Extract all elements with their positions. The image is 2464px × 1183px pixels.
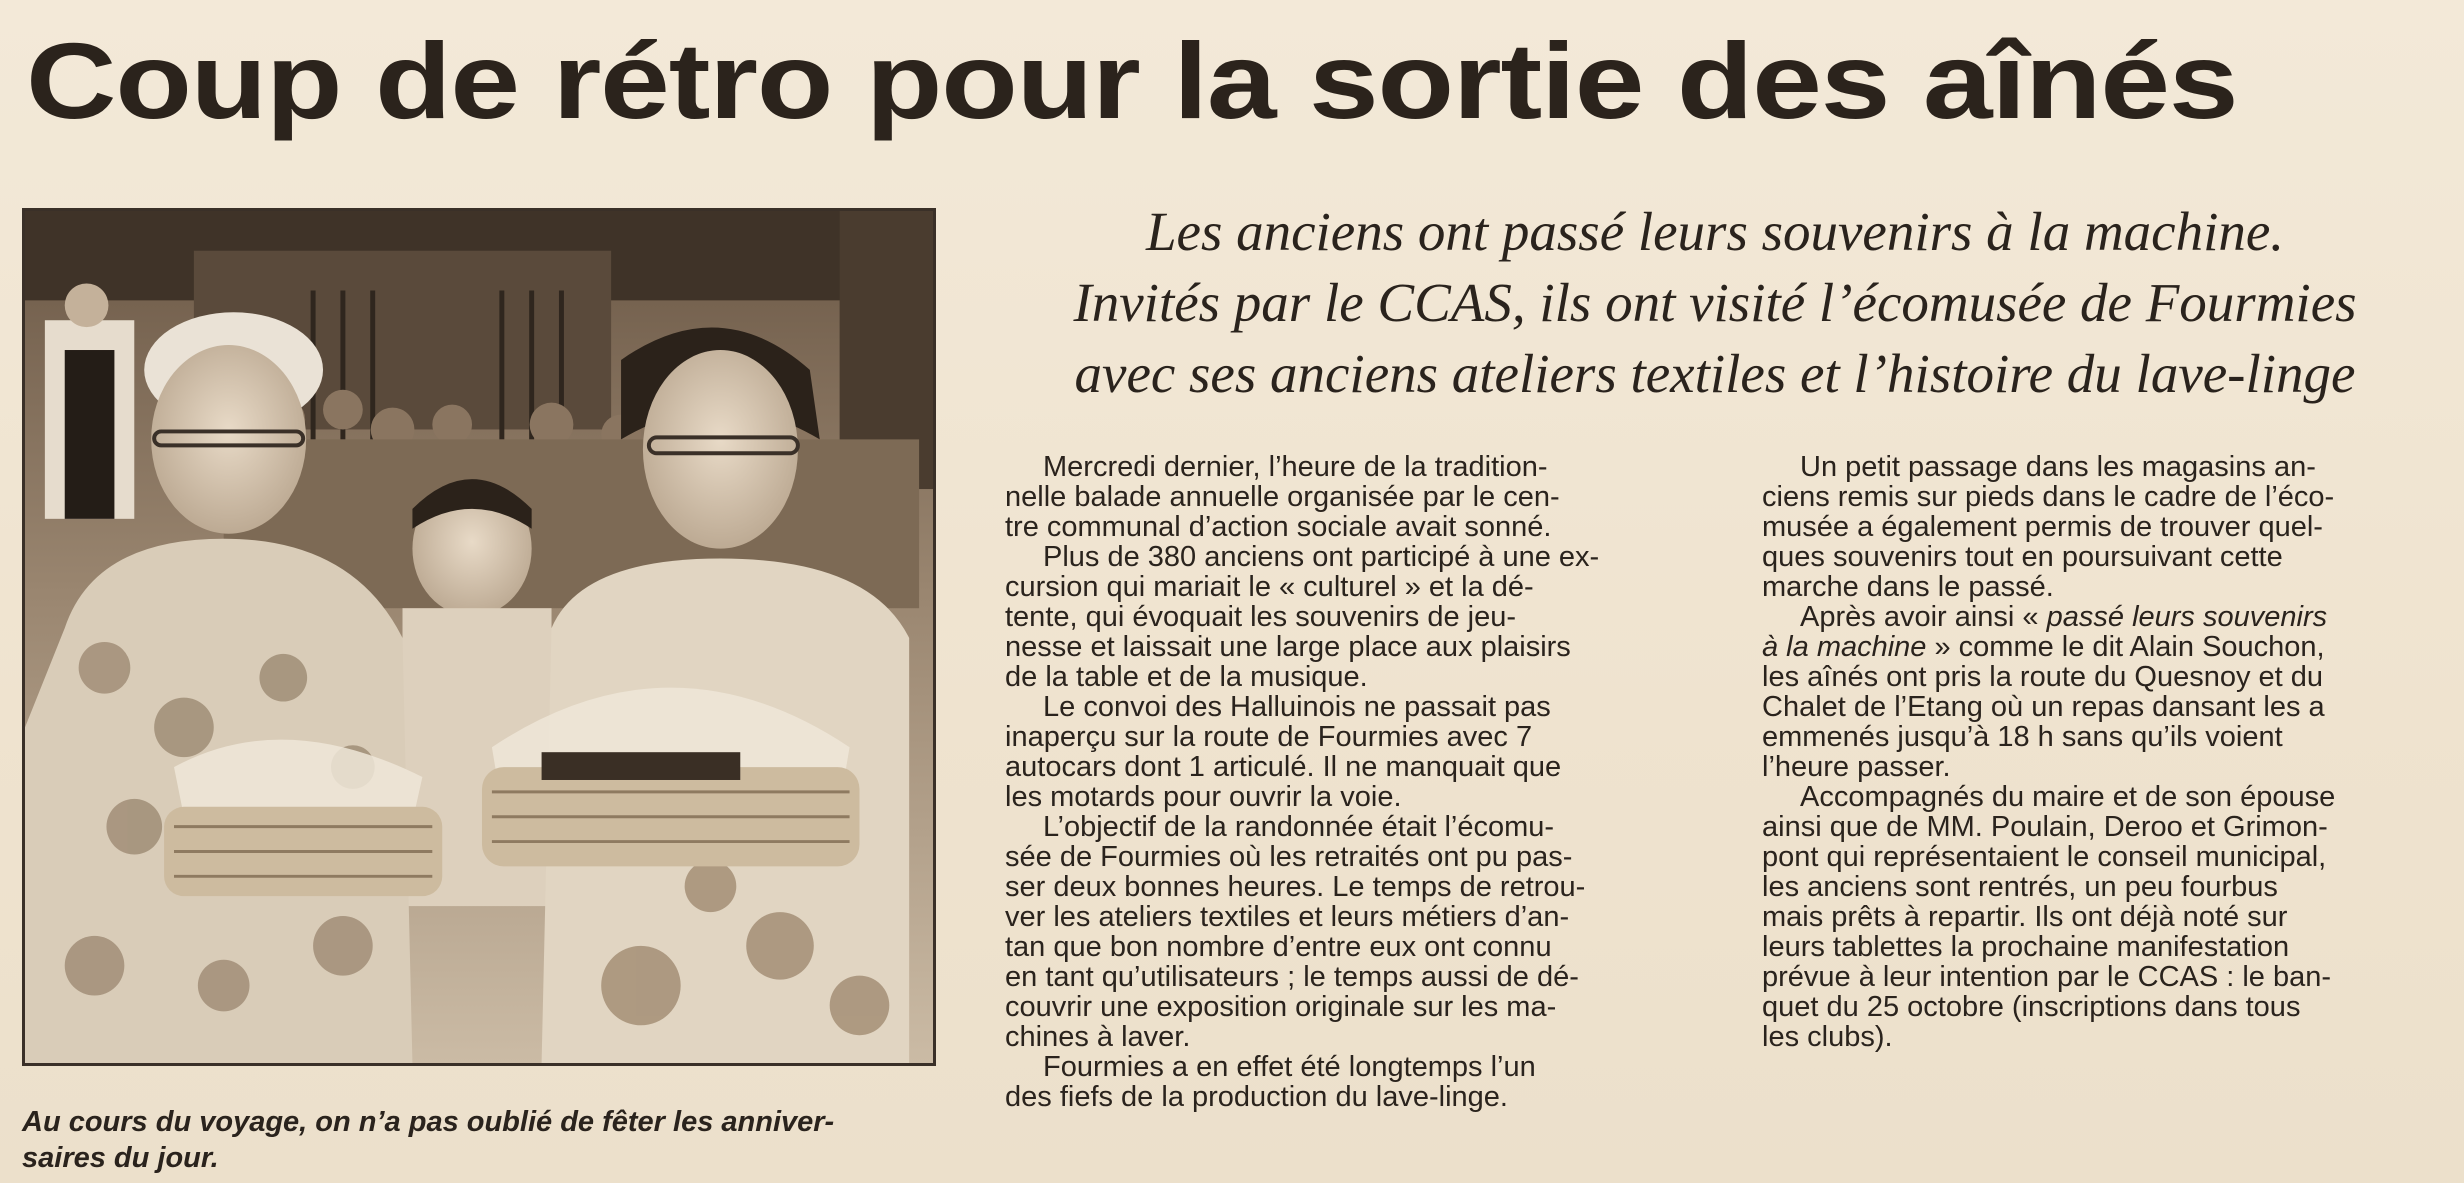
text-line: prévue à leur intention par le CCAS : le ban- <box>1762 961 2332 993</box>
text-line: autocars dont 1 articulé. Il ne manquait que <box>1005 751 1562 783</box>
text-run: » comme le dit Alain Souchon, <box>1926 631 2325 663</box>
quote-run: à la machine <box>1762 631 1927 663</box>
text-line: Mercredi dernier, l’heure de la tradition- <box>1043 451 1548 483</box>
text-line: marche dans le passé. <box>1762 571 2054 603</box>
text-line: L’objectif de la randonnée était l’écomu- <box>1043 811 1555 843</box>
caption-line: Au cours du voyage, on n’a pas oublié de fêter les anniver- <box>22 1106 835 1138</box>
article-photo <box>22 208 936 1066</box>
text-line: les anciens sont rentrés, un peu fourbus <box>1762 871 2278 903</box>
text-line: des fiefs de la production du lave-linge. <box>1005 1081 1508 1113</box>
photo-caption <box>22 1104 936 1176</box>
text-line: sée de Fourmies où les retraités ont pu pas- <box>1005 841 1573 873</box>
text-line: Plus de 380 anciens ont participé à une ex- <box>1043 541 1600 573</box>
text-line: ques souvenirs tout en poursuivant cette <box>1762 541 2283 573</box>
text-line: nelle balade annuelle organisée par le cen- <box>1005 481 1560 513</box>
article-standfirst <box>990 196 2440 409</box>
text-line: tre communal d’action sociale avait sonné. <box>1005 511 1552 543</box>
text-run: Après avoir ainsi « <box>1800 601 2047 633</box>
text-line: Accompagnés du maire et de son épouse <box>1800 781 2336 813</box>
text-line: ainsi que de MM. Poulain, Deroo et Grimon- <box>1762 811 2328 843</box>
text-line: inaperçu sur la route de Fourmies avec 7 <box>1005 721 1533 753</box>
quote-run: passé leurs souvenirs <box>2046 601 2328 633</box>
text-line: tan que bon nombre d’entre eux ont connu <box>1005 931 1552 963</box>
text-line: ver les ateliers textiles et leurs métiers d’an- <box>1005 901 1570 933</box>
text-line: emmenés jusqu’à 18 h sans qu’ils voient <box>1762 721 2283 753</box>
text-line: Un petit passage dans les magasins an- <box>1800 451 2316 483</box>
photo-illustration <box>25 211 933 1063</box>
text-line: Chalet de l’Etang où un repas dansant les a <box>1762 691 2325 723</box>
text-line: les clubs). <box>1762 1021 1893 1053</box>
text-line: en tant qu’utilisateurs ; le temps aussi de dé- <box>1005 961 1579 993</box>
standfirst-line: Les anciens ont passé leurs souvenirs à la machine. <box>1145 201 2285 262</box>
text-line: mais prêts à repartir. Ils ont déjà noté sur <box>1762 901 2288 933</box>
text-line: musée a également permis de trouver quel- <box>1762 511 2323 543</box>
text-line: couvrir une exposition originale sur les ma- <box>1005 991 1557 1023</box>
text-line: nesse et laissait une large place aux plaisirs <box>1005 631 1571 663</box>
caption-line: saires du jour. <box>22 1142 219 1174</box>
text-line: Fourmies a en effet été longtemps l’un <box>1043 1051 1536 1083</box>
text-line: les aînés ont pris la route du Quesnoy et du <box>1762 661 2324 693</box>
text-line: cursion qui mariait le « culturel » et la dé- <box>1005 571 1534 603</box>
text-line: quet du 25 octobre (inscriptions dans tous <box>1762 991 2301 1023</box>
text-line: ser deux bonnes heures. Le temps de retrou- <box>1005 871 1586 903</box>
text-line: chines à laver. <box>1005 1021 1191 1053</box>
standfirst-line: avec ses anciens ateliers textiles et l’histoire du lave-linge <box>1074 343 2356 404</box>
text-line: pont qui représentaient le conseil municipal, <box>1762 841 2327 873</box>
text-line: tente, qui évoquait les souvenirs de jeu- <box>1005 601 1517 633</box>
article-headline: Coup de rétro pour la sortie des aînés <box>26 20 2238 141</box>
body-column-2 <box>1762 452 2442 1052</box>
text-line <box>1762 602 2442 632</box>
standfirst-line: Invités par le CCAS, ils ont visité l’écomusée de Fourmies <box>1073 272 2357 333</box>
body-column-1 <box>1005 452 1695 1112</box>
text-line <box>1762 632 2442 662</box>
text-line: les motards pour ouvrir la voie. <box>1005 781 1402 813</box>
text-line: de la table et de la musique. <box>1005 661 1368 693</box>
text-line: Le convoi des Halluinois ne passait pas <box>1043 691 1551 723</box>
text-line: l’heure passer. <box>1762 751 1951 783</box>
text-line: ciens remis sur pieds dans le cadre de l’éco- <box>1762 481 2335 513</box>
text-line: leurs tablettes la prochaine manifestation <box>1762 931 2290 963</box>
